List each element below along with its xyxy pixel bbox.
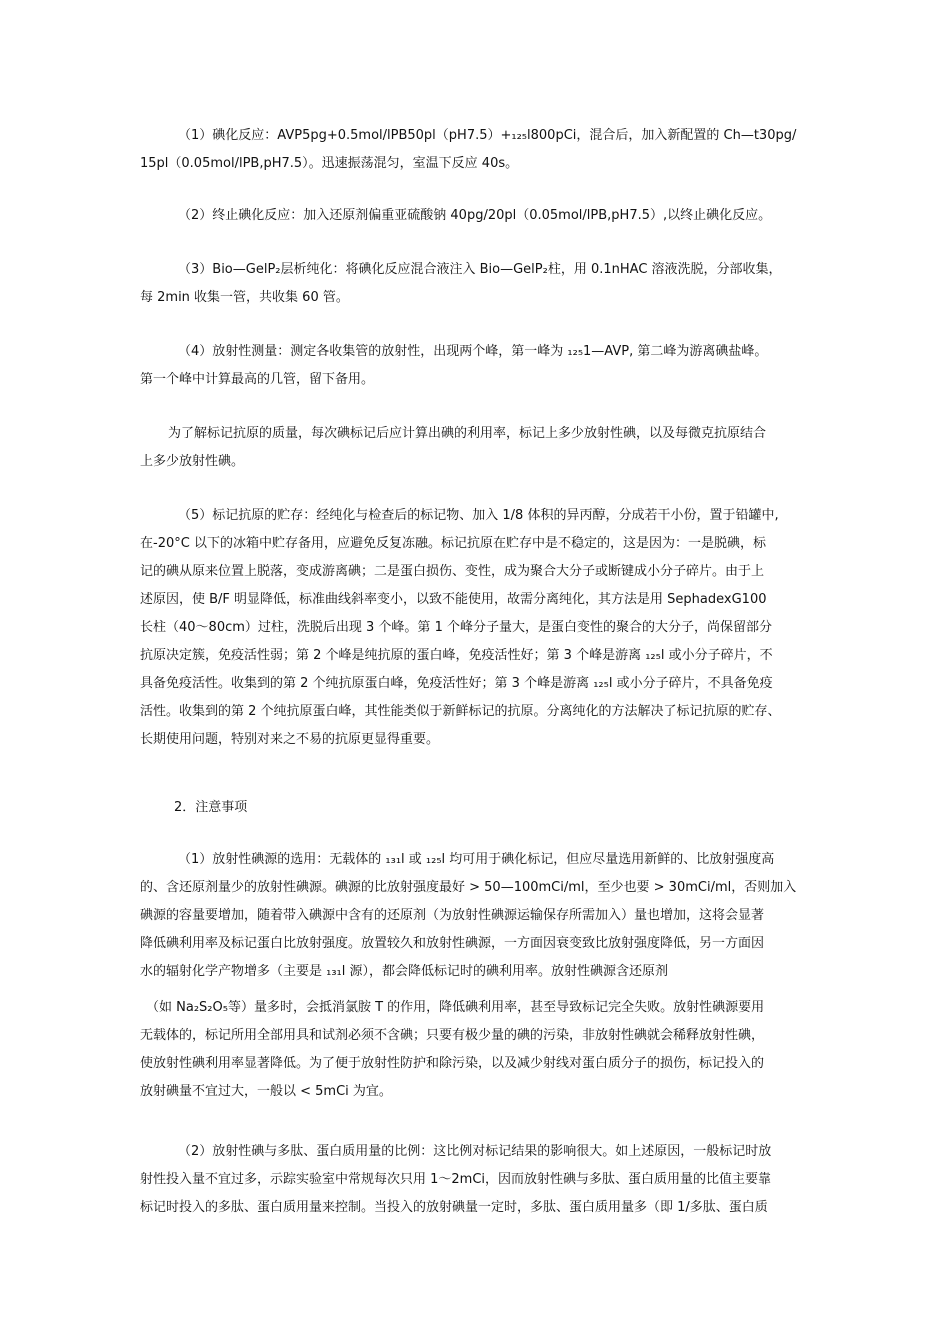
section-heading-text: 2．注意事项 <box>174 800 248 815</box>
paragraph-quality <box>140 420 820 476</box>
paragraph-source-selection-cont <box>140 994 820 1106</box>
text-line: 射性投入量不宜过多，示踪实验室中常规每次只用 1～2mCi，因而放射性碘与多肽、蛋白质用量的比值主要靠 <box>140 1172 772 1187</box>
text-line: 第一个峰中计算最高的几管，留下备用。 <box>140 372 375 387</box>
text-line: 抗原决定簇，免疫活性弱；第 2 个峰是纯抗原的蛋白峰，免疫活性好；第 3 个峰是游离 ₁₂₅l 或小分子碎片，不 <box>140 648 773 663</box>
text-line: （1）碘化反应：AVP5pg+0.5mol/lPB50pl（pH7.5）+₁₂₅l800pCi，混合后，加入新配置的 Ch—t30pg/ <box>178 128 797 143</box>
text-line: （1）放射性碘源的选用：无载体的 ₁₃₁l 或 ₁₂₅l 均可用于碘化标记，但应尽量选用新鲜的、比放射强度高 <box>178 852 775 867</box>
text-line: （5）标记抗原的贮存：经纯化与检查后的标记物、加入 1/8 体积的异丙醇，分成若干小份，置于铅罐中, <box>178 508 779 523</box>
text-line: （4）放射性测量：测定各收集管的放射性，出现两个峰，第一峰为 ₁₂₅1—AVP, 第二峰为游离碘盐峰。 <box>178 344 768 359</box>
text-line: 无载体的，标记所用全部用具和试剂必须不含碘；只要有极少量的碘的污染，非放射性碘就会稀释放射性碘， <box>140 1028 765 1043</box>
text-line: 上多少放射性碘。 <box>140 454 245 469</box>
text-line: 标记时投入的多肽、蛋白质用量来控制。当投入的放射碘量一定时，多肽、蛋白质用量多（即 1/多肽、蛋白质 <box>140 1200 768 1215</box>
text-line: （如 Na₂S₂O₅等）量多时，会抵消氯胺 T 的作用，降低碘利用率，甚至导致标记完全失败。放射性碘源要用 <box>146 1000 765 1015</box>
text-line: 具备免疫活性。收集到的第 2 个纯抗原蛋白峰，免疫活性好；第 3 个峰是游离 ₁₂₅l 或小分子碎片，不具备免疫 <box>140 676 773 691</box>
paragraph-purification <box>140 256 820 312</box>
text-line: 放射碘量不宜过大，一般以 < 5mCi 为宜。 <box>140 1084 392 1099</box>
paragraph-source-selection <box>140 846 820 986</box>
text-line: 碘源的容量要增加，随着带入碘源中含有的还原剂（为放射性碘源运输保存所需加入）量也增加，这将会显著 <box>140 908 765 923</box>
paragraph-stop-iodination <box>140 202 820 230</box>
paragraph-iodination <box>140 122 820 178</box>
text-line: 记的碘从原来位置上脱落，变成游离碘；二是蛋白损伤、变性，成为聚合大分子或断键成小分子碎片。由于上 <box>140 564 765 579</box>
text-line: 每 2min 收集一管，共收集 60 管。 <box>140 290 349 305</box>
text-line: 降低碘利用率及标记蛋白比放射强度。放置较久和放射性碘源，一方面因衰变致比放射强度降低，另一方面因 <box>140 936 765 951</box>
text-line: （2）放射性碘与多肽、蛋白质用量的比例：这比例对标记结果的影响很大。如上述原因，一般标记时放 <box>178 1144 772 1159</box>
text-line: 为了解标记抗原的质量，每次碘标记后应计算出碘的利用率，标记上多少放射性碘，以及每微克抗原结合 <box>168 426 767 441</box>
text-line: 长柱（40～80cm）过柱，洗脱后出现 3 个峰。第 1 个峰分子量大，是蛋白变性的聚合的大分子，尚保留部分 <box>140 620 772 635</box>
text-line: 述原因，使 B/F 明显降低，标准曲线斜率变小，以致不能使用，故需分离纯化，其方法是用 SephadexG100 <box>140 592 767 607</box>
text-line: 的、含还原剂量少的放射性碘源。碘源的比放射强度最好 > 50—100mCi/ml，至少也要 > 30mCi/ml，否则加入 <box>140 880 797 895</box>
text-line: 15pl（0.05mol/lPB,pH7.5）。迅速振荡混匀，室温下反应 40s。 <box>140 156 519 171</box>
text-line: 活性。收集到的第 2 个纯抗原蛋白峰，其性能类似于新鲜标记的抗原。分离纯化的方法解决了标记抗原的贮存、 <box>140 704 781 719</box>
text-line: 在-20°C 以下的冰箱中贮存备用，应避免反复冻融。标记抗原在贮存中是不稳定的，这是因为：一是脱碘，标 <box>140 536 766 551</box>
text-line: 使放射性碘利用率显著降低。为了便于放射性防护和除污染，以及减少射线对蛋白质分子的损伤，标记投入的 <box>140 1056 765 1071</box>
paragraph-ratio <box>140 1138 820 1222</box>
paragraph-radioactivity <box>140 338 820 394</box>
text-line: 水的辐射化学产物增多（主要是 ₁₃₁l 源），都会降低标记时的碘利用率。放射性碘源含还原剂 <box>140 964 669 979</box>
text-line: （3）Bio—GelP₂层析纯化：将碘化反应混合液注入 Bio—GelP₂柱，用 0.1nHAC 溶液洗脱，分部收集， <box>178 262 782 277</box>
text-line: （2）终止碘化反应：加入还原剂偏重亚硫酸钠 40pg/20pl（0.05mol/lPB,pH7.5）,以终止碘化反应。 <box>178 208 772 223</box>
text-line: 长期使用问题，特别对来之不易的抗原更显得重要。 <box>140 732 440 747</box>
paragraph-storage <box>140 502 820 754</box>
section-heading-notes <box>174 794 854 822</box>
